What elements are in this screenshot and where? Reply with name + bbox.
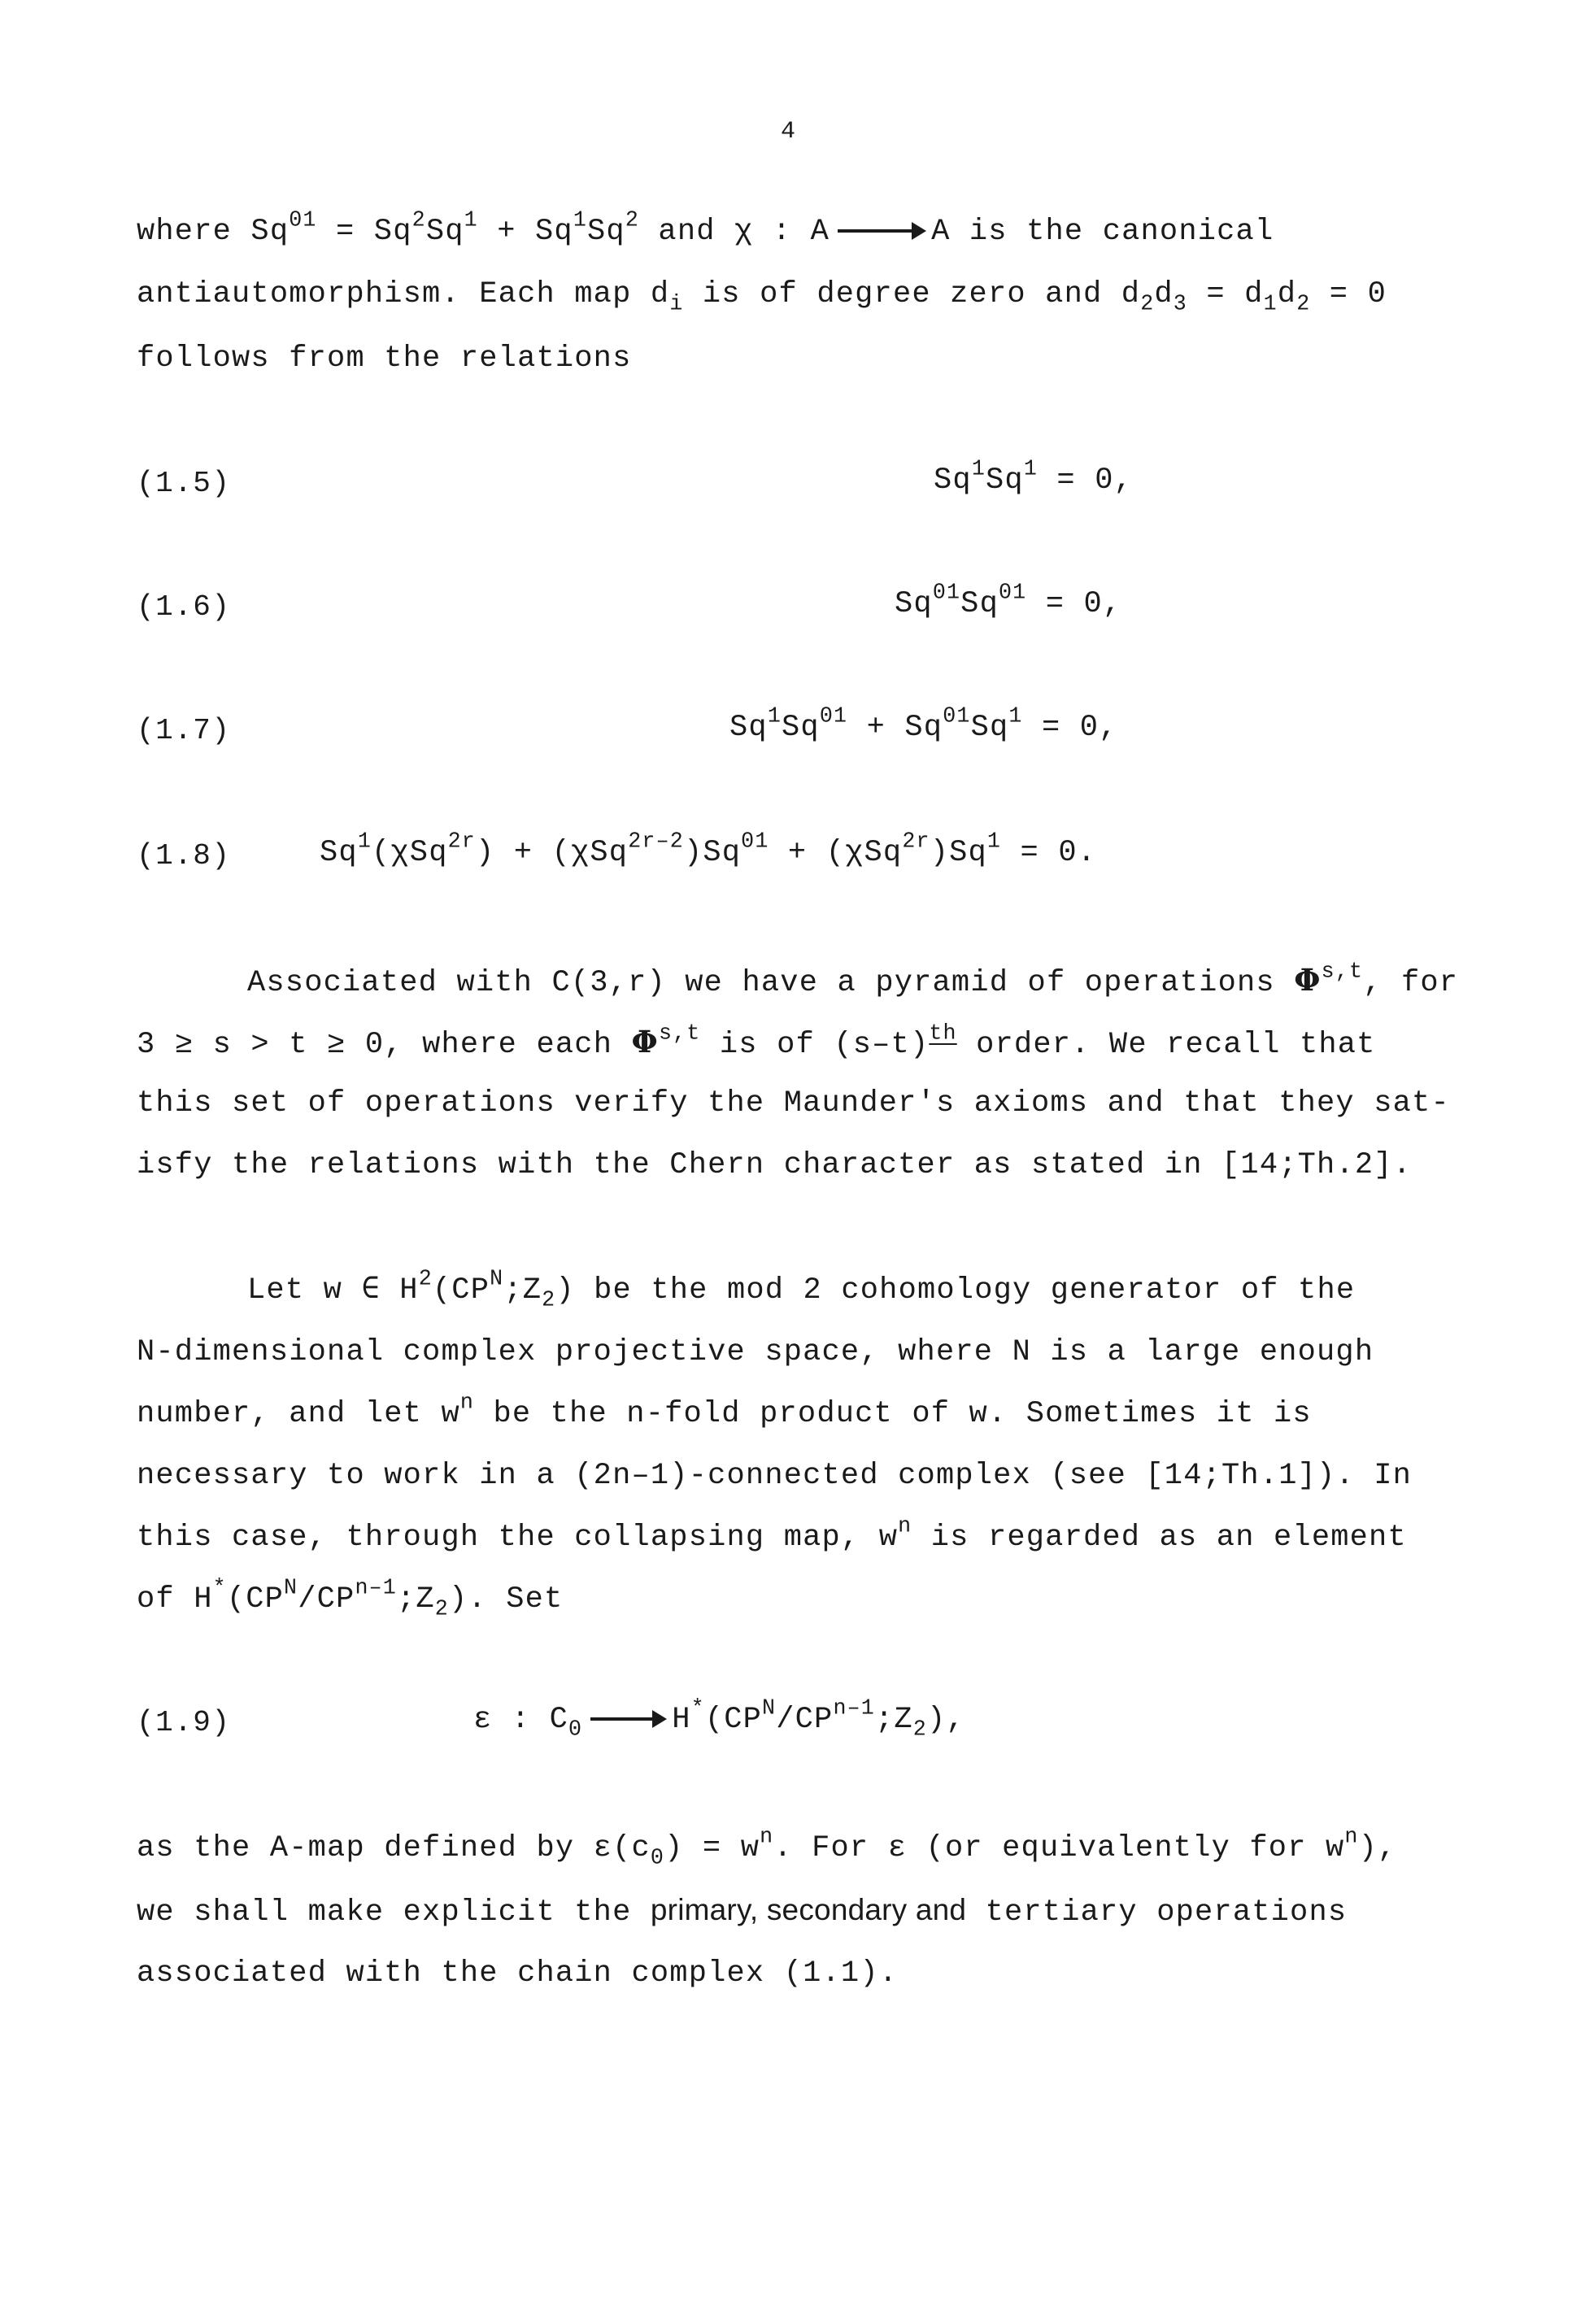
right-arrow-icon — [838, 229, 923, 233]
right-arrow-icon — [590, 1717, 664, 1721]
equation-number: (1.5) — [137, 467, 231, 500]
phi-symbol: Φ — [1294, 962, 1322, 998]
text-line: associated with the chain complex (1.1). — [137, 1956, 899, 1991]
text-line: we shall make explicit the primary, secondary and tertiary operations — [137, 1893, 1348, 1930]
page-number: 4 — [781, 118, 796, 146]
equation-1-7: $Sq^1Sq^{01} + Sq^{01}Sq^1 = 0$, — [729, 703, 1118, 745]
equation-number: (1.6) — [137, 590, 231, 624]
equation-1-8: $Sq^1(\chi Sq^{2r}) + (\chi Sq^{2r-2})Sq^{01} + (\chi Sq^{2r})Sq^1 = 0$. — [320, 829, 1097, 870]
text-line: as the A-map defined by $\varepsilon(c_0) = w^n$. For ε (or equivalently for $w^n$), — [137, 1824, 1397, 1870]
equation-1-6: $Sq^{01}Sq^{01} = 0$, — [895, 580, 1122, 621]
text-line: number, and let $w^n$ be the n-fold product of w. Sometimes it is — [137, 1390, 1312, 1431]
text-line: this case, through the collapsing map, $w^n$ is regarded as an element — [137, 1513, 1407, 1555]
equation-number: (1.8) — [137, 839, 231, 873]
text-line: isfy the relations with the Chern character as stated in [14;Th.2]. — [137, 1148, 1413, 1182]
text-line: follows from the relations — [137, 342, 632, 376]
text-line: antiautomorphism. Each map $d_i$ is of degree zero and $d_2d_3 = d_1d_2 = 0$ — [137, 277, 1387, 316]
text-line: of $H^*(CP^N/CP^{n-1};Z_2)$. Set — [137, 1575, 564, 1621]
equation-number: (1.7) — [137, 714, 231, 747]
text-line: where $Sq^{01} = Sq^2Sq^1 + Sq^1Sq^2$ and χ : A A is the canonical — [137, 207, 1274, 249]
text-line: 3 ≥ s > t ≥ 0, where each Φ$^{s,t}$ is of $(s-t)^{th}$ order. We recall that — [137, 1021, 1376, 1062]
equation-1-9: ε : $C_0$ $H^*(CP^N/CP^{n-1};Z_2)$, — [473, 1695, 965, 1742]
text-line: necessary to work in a (2n–1)-connected complex (see [14;Th.1]). In — [137, 1459, 1413, 1493]
text-line: Associated with C(3,r) we have a pyramid of operations Φ$^{s,t}$, for — [247, 959, 1459, 1000]
text-line: Let w ∈ $H^2(CP^N;Z_2)$ be the mod 2 cohomology generator of the — [247, 1266, 1356, 1312]
equation-1-5: $Sq^1Sq^1 = 0$, — [934, 456, 1134, 498]
equation-number: (1.9) — [137, 1706, 231, 1739]
text-line: this set of operations verify the Maunder's axioms and that they sat- — [137, 1086, 1450, 1121]
text-line: N-dimensional complex projective space, where N is a large enough — [137, 1335, 1374, 1369]
phi-symbol: Φ — [631, 1024, 659, 1060]
